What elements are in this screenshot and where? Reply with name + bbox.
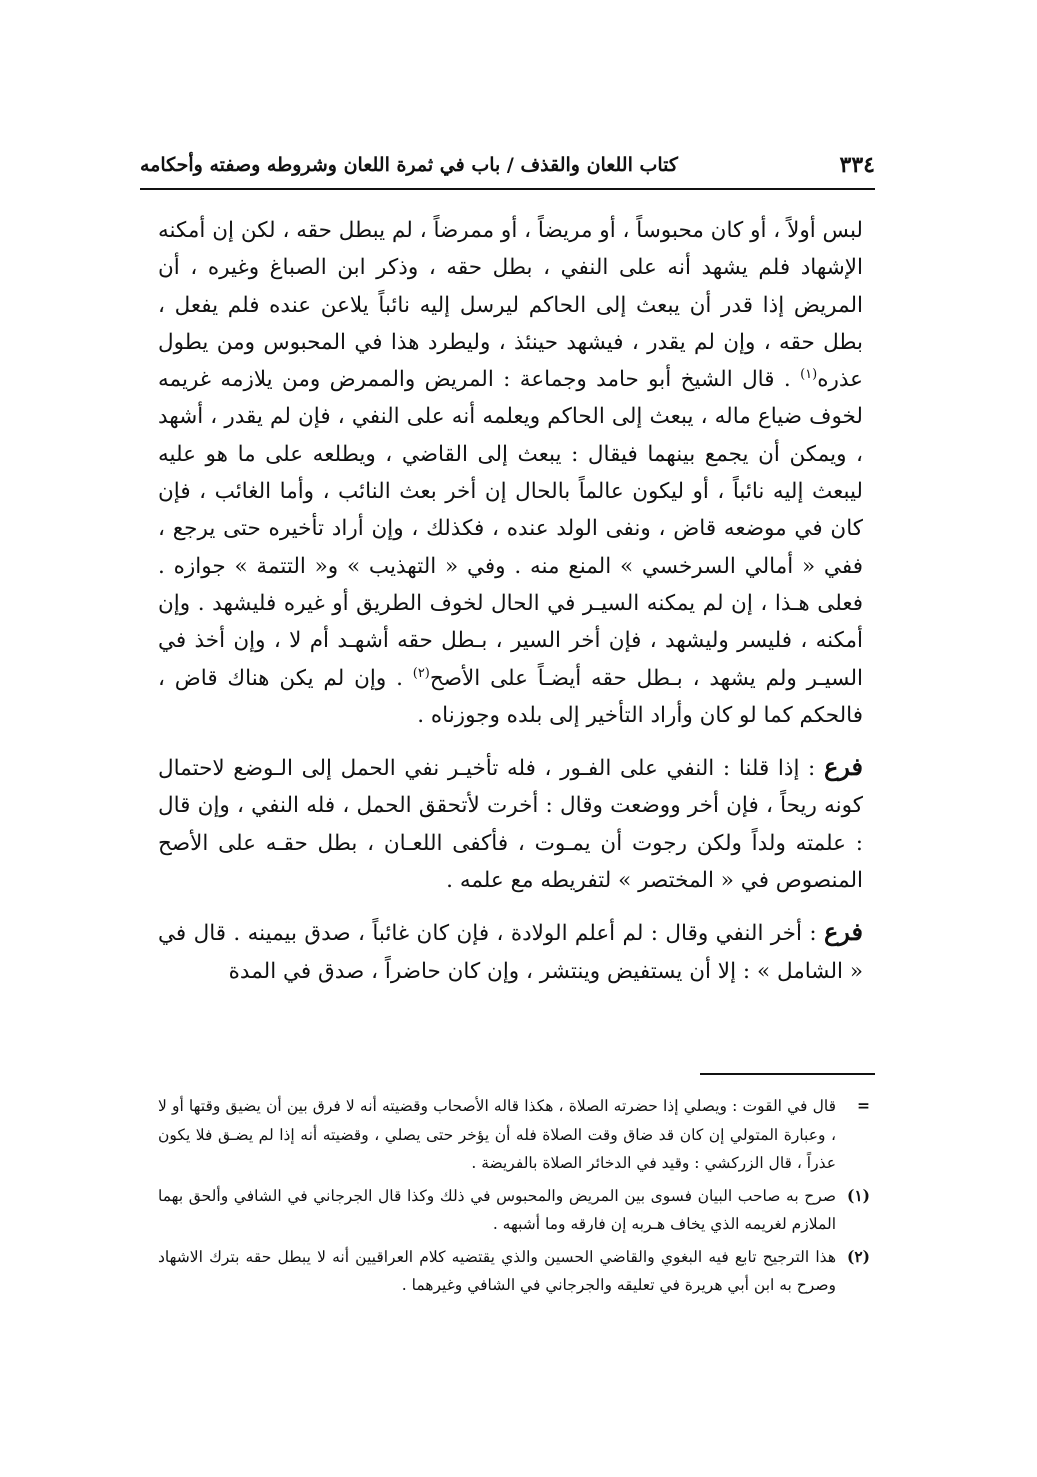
paragraph-3-lead: فرع (823, 917, 863, 947)
main-text (158, 212, 863, 990)
footnote-text: صرح به صاحب البيان فسوى بين المريض والمحبوس في ذلك وكذا قال الجرجاني في الشافي وألحق بهما الملازم لغريمه الذي يخاف هـربه إن فارقه وما أشبهه . (158, 1186, 836, 1233)
footnote-ref-1: (١) (800, 367, 818, 383)
paragraph-2-lead: فرع (823, 752, 863, 782)
paragraph-2 (158, 748, 863, 899)
paragraph-2-text: : إذا قلنا : النفي على الفـور ، فله تأخيـر نفي الحمل إلى الـوضع لاحتمال كونه ريحاً ، فإن أخر ووضعت وقال : أخرت لأتحقق الحمل ، فله النفي ، وإن قال : علمته ولداً ولكن رجوت أن يمـوت ، فأكفى اللعـان ، بطل حقـه على الأصح المنصوص في « المختصر » لتفريطه مع علمه . (158, 756, 863, 894)
footnote-rule (700, 1073, 875, 1075)
header-rule (140, 188, 875, 190)
footnote-mark: (١) (846, 1185, 870, 1205)
footnote-ref-2: (٢) (412, 665, 430, 681)
footnote-text: هذا الترجيح تابع فيه البغوي والقاضي الحسين والذي يقتضيه كلام العراقيين أنه لا يبطل حقه بترك الاشهاد وصرح به ابن أبي هريرة في تعليقه والجرجاني في الشافي وغيرهما . (158, 1247, 836, 1294)
paragraph-3 (158, 913, 863, 990)
footnote-text: قال في القوت : ويصلي إذا حضرته الصلاة ، هكذا قاله الأصحاب وقضيته أنه لا فرق بين أن يضيق وقتها أو لا ، وعبارة المتولي إن كان قد ضاق وقت الصلاة فله أن يؤخر حتى يصلي ، وقضيته أنه إذا لم يضـق فلا يكون عذراً ، قال الزركشي : وقيد في الدخائر الصلاة بالفريضة . (158, 1097, 836, 1172)
paragraph-1-text-b: . قال الشيخ أبو حامد وجماعة : المريض والممرض ومن يلازمه غريمه لخوف ضياع ماله ، يبعث إلى الحاكم ويعلمه أنه على النفي ، فإن لم يقدر ، أشهد ، ويمكن أن يجمع بينهما فيقال : يبعث إلى القاضي ، ويطلعه على ما هو عليه ليبعث إليه نائباً ، أو ليكون عالماً بالحال إن أخر بعث النائب ، وأما الغائب ، فإن كان في موضعه قاض ، ونفى الولد عنده ، فكذلك ، وإن أراد تأخيره حتى يرجع ، ففي « أمالي السرخسي » المنع منه . وفي « التهذيب » و« التتمة » جوازه . فعلى هـذا ، إن لم يمكنه السيـر في الحال لخوف الطريق أو غيره فليشهد . وإن أمكنه ، فليسر وليشهد ، فإن أخر السير ، بـطل حقه أشهـد أم لا ، وإن أخذ في السيـر ولم يشهد ، بـطل حقه أيضـاً على الأصح (158, 367, 863, 691)
footnote-mark: = (857, 1096, 870, 1115)
paragraph-1 (158, 212, 863, 734)
footnote-continued (158, 1092, 870, 1178)
chapter-title: كتاب اللعان والقذف / باب في ثمرة اللعان وشروطه وصفته وأحكامه (140, 154, 678, 176)
footnote-2 (158, 1243, 870, 1300)
paragraph-1-text-a: لبس أولاً ، أو كان محبوساً ، أو مريضاً ، أو ممرضاً ، لم يبطل حقه ، لكن إن أمكنه الإشهاد فلم يشهد أنه على النفي ، بطل حقه ، وذكر ابن الصباغ وغيره ، أن المريض إذا قدر أن يبعث إلى الحاكم ليرسل إليه نائباً يلاعن عنده فلم يفعل ، بطل حقه ، وإن لم يقدر ، فيشهد حينئذ ، وليطرد هذا في المحبوس ومن يطول عذره (158, 218, 863, 393)
footnotes (158, 1092, 870, 1304)
paragraph-1-text-c: . وإن لم يكن هناك قاض ، فالحكم كما لو كان وأراد التأخير إلى بلده وجوزناه . (158, 665, 863, 728)
running-header (140, 148, 875, 182)
footnote-mark: (٢) (846, 1246, 870, 1266)
page-number: ٣٣٤ (839, 152, 875, 178)
footnote-1 (158, 1182, 870, 1239)
paragraph-3-text: : أخر النفي وقال : لم أعلم الولادة ، فإن كان غائباً ، صدق بيمينه . قال في « الشامل » : إلا أن يستفيض وينتشر ، وإن كان حاضراً ، صدق في المدة (158, 921, 863, 984)
